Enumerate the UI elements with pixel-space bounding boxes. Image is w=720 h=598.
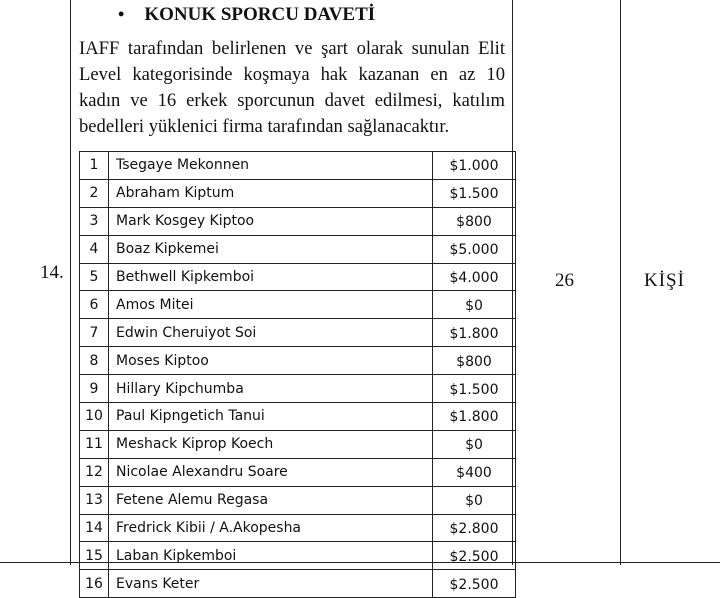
athlete-name: Edwin Cheruiyot Soi [109,319,433,347]
table-row [80,319,516,347]
athlete-number: 9 [80,375,109,403]
athlete-fee: $0 [433,430,516,458]
athlete-name: Abraham Kiptum [109,179,433,207]
section-heading [118,4,375,26]
athlete-number: 6 [80,291,109,319]
table-row [80,235,516,263]
athlete-fee: $2.800 [433,514,516,542]
athlete-number: 8 [80,347,109,375]
athlete-fee: $1.800 [433,319,516,347]
athlete-fee: $1.500 [433,179,516,207]
athlete-number: 7 [80,319,109,347]
athlete-fee: $4.000 [433,263,516,291]
athlete-number: 12 [80,458,109,486]
athlete-name: Fetene Alemu Regasa [109,486,433,514]
row-number: 14. [40,262,64,283]
table-row [80,179,516,207]
table-row [80,291,516,319]
section-title: KONUK SPORCU DAVETİ [144,4,376,25]
athlete-fee: $800 [433,207,516,235]
athlete-table-body [80,152,516,598]
athlete-fee: $400 [433,458,516,486]
table-row [80,263,516,291]
quantity-value: 26 [555,270,574,291]
athlete-name: Meshack Kiprop Koech [109,430,433,458]
athlete-name: Paul Kipngetich Tanui [109,403,433,431]
athlete-number: 13 [80,486,109,514]
athlete-fee: $1.800 [433,403,516,431]
athlete-name: Bethwell Kipkemboi [109,263,433,291]
athlete-number: 11 [80,430,109,458]
athlete-fee: $1.500 [433,375,516,403]
bullet-icon: • [118,4,125,24]
table-row [80,207,516,235]
table-row [80,152,516,180]
athlete-number: 10 [80,403,109,431]
athlete-name: Hillary Kipchumba [109,375,433,403]
athlete-name: Tsegaye Mekonnen [109,152,433,180]
athlete-name: Nicolae Alexandru Soare [109,458,433,486]
table-row [80,486,516,514]
athlete-number: 16 [80,570,109,598]
athlete-number: 14 [80,514,109,542]
table-border-quantity-right [620,0,621,565]
athlete-number: 1 [80,152,109,180]
athlete-table [79,151,516,598]
athlete-number: 4 [80,235,109,263]
athlete-fee: $800 [433,347,516,375]
athlete-number: 5 [80,263,109,291]
section-description: IAFF tarafından belirlenen ve şart olarak sunulan Elit Level kategorisinde koşmaya hak kazanan en az 10 kadın ve 16 erkek sporcunun davet edilmesi, katılım bedelleri yüklenici firma tarafından sağlanacaktır. [79,38,505,137]
table-row [80,430,516,458]
table-row [80,542,516,570]
athlete-fee: $5.000 [433,235,516,263]
athlete-name: Amos Mitei [109,291,433,319]
athlete-name: Moses Kiptoo [109,347,433,375]
athlete-number: 15 [80,542,109,570]
athlete-fee: $1.000 [433,152,516,180]
athlete-fee: $0 [433,291,516,319]
athlete-number: 2 [80,179,109,207]
table-row [80,458,516,486]
unit-value: KİŞİ [644,270,685,291]
table-row [80,375,516,403]
table-row [80,570,516,598]
athlete-fee: $0 [433,486,516,514]
athlete-fee: $2.500 [433,542,516,570]
athlete-fee: $2.500 [433,570,516,598]
table-row [80,347,516,375]
athlete-name: Mark Kosgey Kiptoo [109,207,433,235]
athlete-name: Laban Kipkemboi [109,542,433,570]
athlete-name: Fredrick Kibii / A.Akopesha [109,514,433,542]
table-row [80,514,516,542]
athlete-name: Boaz Kipkemei [109,235,433,263]
table-row [80,403,516,431]
table-border-left [70,0,71,565]
athlete-number: 3 [80,207,109,235]
athlete-name: Evans Keter [109,570,433,598]
